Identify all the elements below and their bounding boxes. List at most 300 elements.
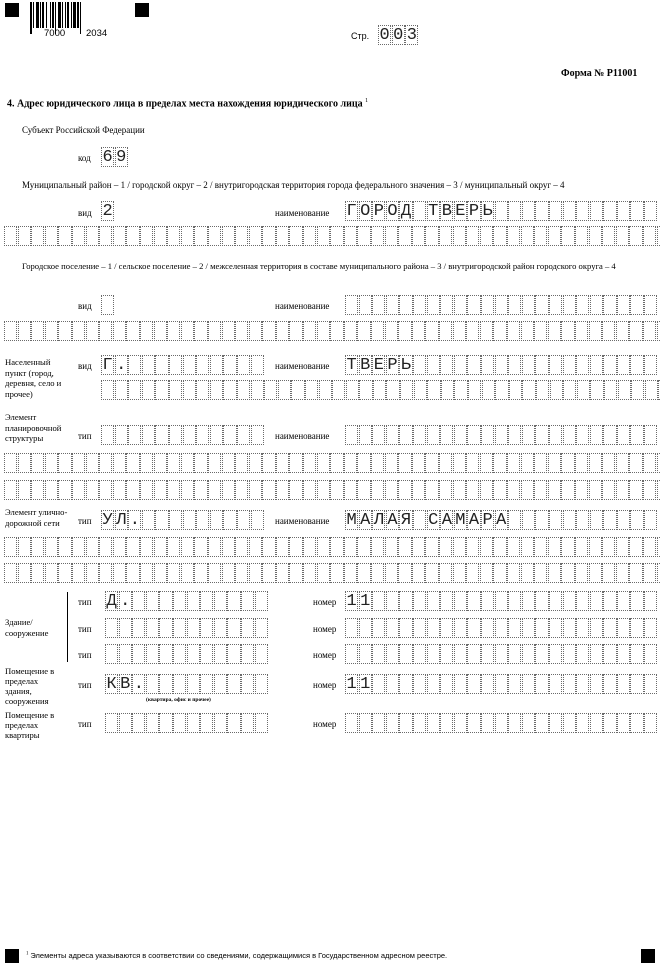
char-cell[interactable] <box>657 453 660 473</box>
char-cell[interactable] <box>561 480 574 500</box>
char-cell[interactable] <box>427 591 440 611</box>
char-cell[interactable] <box>413 201 426 221</box>
char-cell[interactable] <box>495 380 508 400</box>
char-cell[interactable]: Д <box>400 202 412 221</box>
char-cell[interactable] <box>522 644 535 664</box>
char-cell[interactable] <box>590 644 603 664</box>
premises-number-field[interactable] <box>345 674 658 694</box>
char-cell[interactable] <box>467 618 480 638</box>
char-cell[interactable] <box>4 563 17 583</box>
planning-name-field[interactable] <box>345 425 658 445</box>
char-cell[interactable]: У <box>102 511 113 530</box>
char-cell[interactable] <box>169 510 182 530</box>
char-cell[interactable] <box>357 537 370 557</box>
char-cell[interactable] <box>18 321 31 341</box>
char-cell[interactable] <box>590 380 603 400</box>
char-cell[interactable] <box>386 644 399 664</box>
char-cell[interactable] <box>643 480 656 500</box>
char-cell[interactable] <box>563 674 576 694</box>
char-cell[interactable] <box>466 480 479 500</box>
char-cell[interactable] <box>113 480 126 500</box>
char-cell[interactable]: В <box>120 675 131 694</box>
char-cell[interactable] <box>115 425 128 445</box>
char-cell[interactable] <box>535 425 548 445</box>
char-cell[interactable] <box>140 480 153 500</box>
char-cell[interactable] <box>467 295 480 315</box>
subject-code-field[interactable] <box>101 147 128 167</box>
char-cell[interactable] <box>385 321 398 341</box>
char-cell[interactable] <box>72 453 85 473</box>
char-cell[interactable] <box>99 321 112 341</box>
char-cell[interactable] <box>183 355 196 375</box>
char-cell[interactable] <box>303 226 316 246</box>
char-cell[interactable] <box>289 480 302 500</box>
char-cell[interactable]: Я <box>400 511 412 530</box>
char-cell[interactable] <box>183 425 196 445</box>
char-cell[interactable] <box>495 425 508 445</box>
char-cell[interactable]: 0 <box>393 26 404 45</box>
char-cell[interactable] <box>196 380 209 400</box>
char-cell[interactable] <box>630 201 643 221</box>
char-cell[interactable] <box>194 537 207 557</box>
char-cell[interactable]: Т <box>346 356 357 375</box>
char-cell[interactable] <box>386 591 399 611</box>
char-cell[interactable] <box>289 453 302 473</box>
char-cell[interactable] <box>466 321 479 341</box>
building-type-field-1[interactable] <box>105 591 268 611</box>
char-cell[interactable]: Т <box>428 202 439 221</box>
char-cell[interactable] <box>72 226 85 246</box>
char-cell[interactable] <box>617 201 630 221</box>
char-cell[interactable]: Е <box>373 356 384 375</box>
char-cell[interactable] <box>630 618 643 638</box>
char-cell[interactable] <box>590 674 603 694</box>
char-cell[interactable] <box>276 321 289 341</box>
char-cell[interactable]: 3 <box>406 26 417 45</box>
char-cell[interactable] <box>31 480 44 500</box>
char-cell[interactable] <box>208 480 221 500</box>
street-name-field[interactable] <box>345 510 658 530</box>
char-cell[interactable] <box>630 591 643 611</box>
char-cell[interactable] <box>482 380 495 400</box>
char-cell[interactable] <box>146 713 159 733</box>
char-cell[interactable] <box>101 295 114 315</box>
char-cell[interactable] <box>237 355 250 375</box>
char-cell[interactable] <box>399 644 412 664</box>
char-cell[interactable] <box>576 201 589 221</box>
char-cell[interactable]: А <box>360 511 371 530</box>
char-cell[interactable] <box>237 510 250 530</box>
char-cell[interactable] <box>549 425 562 445</box>
char-cell[interactable] <box>617 674 630 694</box>
char-cell[interactable] <box>72 537 85 557</box>
char-cell[interactable] <box>495 591 508 611</box>
char-cell[interactable] <box>146 591 159 611</box>
char-cell[interactable] <box>412 480 425 500</box>
char-cell[interactable] <box>590 618 603 638</box>
char-cell[interactable] <box>241 591 254 611</box>
char-cell[interactable] <box>602 537 615 557</box>
char-cell[interactable] <box>276 226 289 246</box>
char-cell[interactable] <box>495 355 508 375</box>
char-cell[interactable] <box>105 618 118 638</box>
char-cell[interactable] <box>101 380 114 400</box>
char-cell[interactable] <box>255 644 268 664</box>
char-cell[interactable] <box>105 644 118 664</box>
char-cell[interactable] <box>549 644 562 664</box>
char-cell[interactable] <box>372 295 385 315</box>
char-cell[interactable] <box>319 380 332 400</box>
building-type-field-3[interactable] <box>105 644 268 664</box>
premises-type-field[interactable] <box>105 674 268 694</box>
char-cell[interactable] <box>142 355 155 375</box>
char-cell[interactable] <box>657 480 660 500</box>
char-cell[interactable] <box>167 321 180 341</box>
char-cell[interactable] <box>563 355 576 375</box>
char-cell[interactable] <box>241 713 254 733</box>
char-cell[interactable] <box>359 380 372 400</box>
char-cell[interactable] <box>187 674 200 694</box>
char-cell[interactable]: М <box>346 511 357 530</box>
char-cell[interactable] <box>521 226 534 246</box>
char-cell[interactable] <box>413 355 426 375</box>
char-cell[interactable] <box>154 226 167 246</box>
char-cell[interactable] <box>521 453 534 473</box>
char-cell[interactable] <box>481 355 494 375</box>
char-cell[interactable] <box>262 537 275 557</box>
char-cell[interactable] <box>45 453 58 473</box>
char-cell[interactable] <box>359 425 372 445</box>
char-cell[interactable] <box>509 380 522 400</box>
char-cell[interactable] <box>181 563 194 583</box>
char-cell[interactable] <box>386 425 399 445</box>
char-cell[interactable] <box>644 618 657 638</box>
char-cell[interactable] <box>453 226 466 246</box>
char-cell[interactable] <box>235 453 248 473</box>
char-cell[interactable] <box>196 425 209 445</box>
char-cell[interactable] <box>223 380 236 400</box>
char-cell[interactable] <box>575 453 588 473</box>
char-cell[interactable] <box>657 537 660 557</box>
char-cell[interactable] <box>4 226 17 246</box>
planning-name-field-row2[interactable] <box>4 453 660 473</box>
char-cell[interactable] <box>99 453 112 473</box>
char-cell[interactable] <box>399 674 412 694</box>
char-cell[interactable] <box>549 618 562 638</box>
locality-vid-field[interactable] <box>101 355 264 375</box>
char-cell[interactable] <box>251 355 264 375</box>
char-cell[interactable] <box>303 537 316 557</box>
char-cell[interactable] <box>549 295 562 315</box>
char-cell[interactable] <box>521 321 534 341</box>
char-cell[interactable] <box>385 226 398 246</box>
char-cell[interactable] <box>31 453 44 473</box>
char-cell[interactable] <box>603 591 616 611</box>
char-cell[interactable] <box>330 226 343 246</box>
char-cell[interactable] <box>590 295 603 315</box>
char-cell[interactable] <box>200 674 213 694</box>
char-cell[interactable]: Г <box>346 202 357 221</box>
char-cell[interactable] <box>344 480 357 500</box>
char-cell[interactable] <box>629 563 642 583</box>
char-cell[interactable] <box>262 563 275 583</box>
char-cell[interactable] <box>644 510 657 530</box>
char-cell[interactable] <box>371 226 384 246</box>
char-cell[interactable]: Р <box>373 202 384 221</box>
char-cell[interactable] <box>276 453 289 473</box>
char-cell[interactable]: 9 <box>116 148 127 167</box>
char-cell[interactable] <box>535 713 548 733</box>
char-cell[interactable] <box>385 537 398 557</box>
char-cell[interactable] <box>4 453 17 473</box>
char-cell[interactable]: 1 <box>360 592 371 611</box>
char-cell[interactable] <box>603 713 616 733</box>
char-cell[interactable] <box>58 226 71 246</box>
char-cell[interactable] <box>440 713 453 733</box>
char-cell[interactable] <box>548 226 561 246</box>
char-cell[interactable] <box>167 563 180 583</box>
char-cell[interactable] <box>169 425 182 445</box>
char-cell[interactable] <box>385 480 398 500</box>
char-cell[interactable] <box>535 295 548 315</box>
char-cell[interactable] <box>602 563 615 583</box>
char-cell[interactable] <box>495 295 508 315</box>
char-cell[interactable] <box>344 453 357 473</box>
char-cell[interactable] <box>305 380 318 400</box>
char-cell[interactable] <box>439 480 452 500</box>
char-cell[interactable] <box>631 380 644 400</box>
char-cell[interactable] <box>603 295 616 315</box>
char-cell[interactable]: Д <box>106 592 117 611</box>
char-cell[interactable]: Ь <box>400 356 412 375</box>
char-cell[interactable] <box>549 674 562 694</box>
char-cell[interactable] <box>575 480 588 500</box>
char-cell[interactable] <box>645 380 658 400</box>
char-cell[interactable] <box>45 321 58 341</box>
char-cell[interactable] <box>371 453 384 473</box>
char-cell[interactable] <box>412 453 425 473</box>
char-cell[interactable] <box>643 563 656 583</box>
char-cell[interactable] <box>371 480 384 500</box>
char-cell[interactable] <box>577 380 590 400</box>
char-cell[interactable] <box>58 537 71 557</box>
char-cell[interactable] <box>534 453 547 473</box>
char-cell[interactable] <box>508 713 521 733</box>
char-cell[interactable] <box>466 537 479 557</box>
char-cell[interactable] <box>249 453 262 473</box>
char-cell[interactable] <box>425 563 438 583</box>
char-cell[interactable] <box>493 321 506 341</box>
char-cell[interactable] <box>629 480 642 500</box>
char-cell[interactable] <box>427 425 440 445</box>
char-cell[interactable] <box>142 425 155 445</box>
char-cell[interactable] <box>427 618 440 638</box>
char-cell[interactable] <box>227 713 240 733</box>
char-cell[interactable] <box>535 510 548 530</box>
char-cell[interactable] <box>183 510 196 530</box>
char-cell[interactable] <box>495 674 508 694</box>
char-cell[interactable] <box>576 713 589 733</box>
char-cell[interactable] <box>330 321 343 341</box>
char-cell[interactable] <box>643 226 656 246</box>
char-cell[interactable] <box>222 453 235 473</box>
char-cell[interactable] <box>575 563 588 583</box>
char-cell[interactable] <box>113 453 126 473</box>
char-cell[interactable] <box>617 713 630 733</box>
char-cell[interactable] <box>18 453 31 473</box>
char-cell[interactable] <box>155 425 168 445</box>
char-cell[interactable] <box>549 201 562 221</box>
char-cell[interactable] <box>508 201 521 221</box>
char-cell[interactable] <box>630 425 643 445</box>
char-cell[interactable] <box>159 591 172 611</box>
char-cell[interactable] <box>31 537 44 557</box>
char-cell[interactable] <box>522 425 535 445</box>
char-cell[interactable] <box>440 355 453 375</box>
char-cell[interactable] <box>454 295 467 315</box>
char-cell[interactable] <box>291 380 304 400</box>
char-cell[interactable] <box>644 713 657 733</box>
char-cell[interactable] <box>549 510 562 530</box>
char-cell[interactable] <box>18 480 31 500</box>
char-cell[interactable] <box>276 537 289 557</box>
char-cell[interactable] <box>330 480 343 500</box>
char-cell[interactable] <box>303 563 316 583</box>
char-cell[interactable] <box>630 674 643 694</box>
char-cell[interactable] <box>303 480 316 500</box>
char-cell[interactable] <box>371 537 384 557</box>
char-cell[interactable] <box>227 591 240 611</box>
char-cell[interactable] <box>155 380 168 400</box>
char-cell[interactable] <box>317 480 330 500</box>
char-cell[interactable] <box>249 480 262 500</box>
char-cell[interactable] <box>154 563 167 583</box>
char-cell[interactable] <box>173 644 186 664</box>
char-cell[interactable] <box>227 644 240 664</box>
char-cell[interactable] <box>113 563 126 583</box>
char-cell[interactable]: В <box>360 356 371 375</box>
char-cell[interactable] <box>507 563 520 583</box>
char-cell[interactable] <box>399 591 412 611</box>
char-cell[interactable] <box>208 563 221 583</box>
char-cell[interactable] <box>454 355 467 375</box>
char-cell[interactable] <box>237 380 250 400</box>
char-cell[interactable] <box>289 563 302 583</box>
char-cell[interactable] <box>187 591 200 611</box>
char-cell[interactable] <box>563 201 576 221</box>
char-cell[interactable] <box>427 674 440 694</box>
building-type-field-2[interactable] <box>105 618 268 638</box>
char-cell[interactable] <box>549 355 562 375</box>
char-cell[interactable] <box>466 563 479 583</box>
char-cell[interactable] <box>167 226 180 246</box>
char-cell[interactable] <box>4 480 17 500</box>
char-cell[interactable] <box>169 355 182 375</box>
char-cell[interactable]: А <box>496 511 507 530</box>
char-cell[interactable] <box>480 321 493 341</box>
char-cell[interactable] <box>251 510 264 530</box>
char-cell[interactable] <box>575 537 588 557</box>
char-cell[interactable] <box>440 674 453 694</box>
char-cell[interactable]: 0 <box>379 26 390 45</box>
char-cell[interactable] <box>86 453 99 473</box>
char-cell[interactable] <box>251 380 264 400</box>
char-cell[interactable]: 1 <box>346 592 357 611</box>
char-cell[interactable]: . <box>120 592 131 611</box>
char-cell[interactable] <box>522 355 535 375</box>
char-cell[interactable] <box>194 453 207 473</box>
char-cell[interactable] <box>508 510 521 530</box>
char-cell[interactable]: А <box>468 511 480 530</box>
char-cell[interactable] <box>563 510 576 530</box>
char-cell[interactable] <box>262 321 275 341</box>
char-cell[interactable] <box>330 563 343 583</box>
char-cell[interactable]: Р <box>468 202 480 221</box>
char-cell[interactable] <box>454 618 467 638</box>
settlement-name-field[interactable] <box>345 295 658 315</box>
char-cell[interactable] <box>132 591 145 611</box>
char-cell[interactable] <box>481 674 494 694</box>
char-cell[interactable] <box>550 380 563 400</box>
char-cell[interactable] <box>616 226 629 246</box>
char-cell[interactable] <box>357 226 370 246</box>
char-cell[interactable] <box>159 644 172 664</box>
char-cell[interactable] <box>657 321 660 341</box>
char-cell[interactable] <box>439 321 452 341</box>
char-cell[interactable] <box>372 618 385 638</box>
char-cell[interactable] <box>563 591 576 611</box>
char-cell[interactable] <box>183 380 196 400</box>
char-cell[interactable] <box>126 321 139 341</box>
char-cell[interactable] <box>31 321 44 341</box>
char-cell[interactable] <box>454 644 467 664</box>
char-cell[interactable] <box>413 591 426 611</box>
char-cell[interactable] <box>146 618 159 638</box>
char-cell[interactable] <box>235 226 248 246</box>
char-cell[interactable] <box>146 674 159 694</box>
char-cell[interactable] <box>227 618 240 638</box>
char-cell[interactable] <box>72 321 85 341</box>
char-cell[interactable] <box>132 713 145 733</box>
char-cell[interactable] <box>181 537 194 557</box>
char-cell[interactable] <box>262 453 275 473</box>
char-cell[interactable] <box>616 453 629 473</box>
char-cell[interactable] <box>344 226 357 246</box>
char-cell[interactable] <box>549 591 562 611</box>
char-cell[interactable] <box>643 453 656 473</box>
char-cell[interactable] <box>413 618 426 638</box>
char-cell[interactable] <box>398 563 411 583</box>
char-cell[interactable] <box>235 537 248 557</box>
char-cell[interactable] <box>602 453 615 473</box>
char-cell[interactable] <box>590 355 603 375</box>
char-cell[interactable] <box>466 226 479 246</box>
char-cell[interactable] <box>427 713 440 733</box>
char-cell[interactable] <box>99 226 112 246</box>
char-cell[interactable] <box>372 674 385 694</box>
char-cell[interactable] <box>440 644 453 664</box>
char-cell[interactable] <box>140 563 153 583</box>
char-cell[interactable] <box>86 480 99 500</box>
char-cell[interactable] <box>330 453 343 473</box>
char-cell[interactable] <box>589 321 602 341</box>
char-cell[interactable] <box>575 321 588 341</box>
char-cell[interactable] <box>576 618 589 638</box>
char-cell[interactable] <box>154 537 167 557</box>
char-cell[interactable] <box>208 226 221 246</box>
char-cell[interactable] <box>372 644 385 664</box>
char-cell[interactable] <box>453 480 466 500</box>
